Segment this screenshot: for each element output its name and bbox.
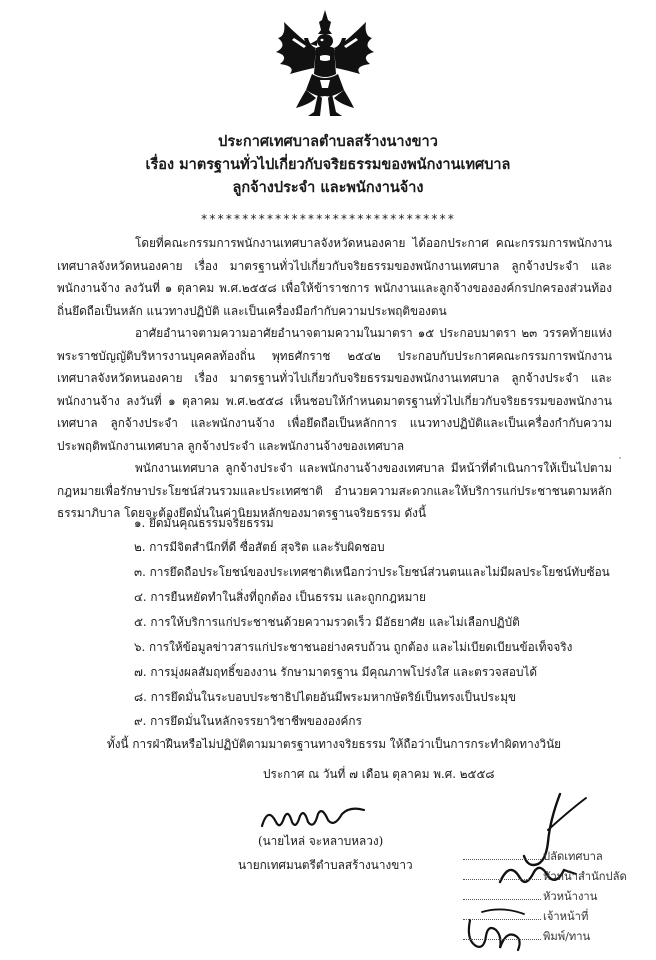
list-item: ๒. การมีจิตสำนึกที่ดี ซื่อสัตย์ สุจริต และรับผิดชอบ	[134, 540, 385, 554]
closing-statement: ทั้งนี้ การฝ่าฝืนหรือไม่ปฏิบัติตามมาตรฐานทางจริยธรรม ให้ถือว่าเป็นการกระทำผิดทางวินัย	[107, 737, 562, 751]
initial-label: ปลัดเทศบาล	[543, 850, 603, 863]
paragraph-2: อาศัยอำนาจตามความอาศัยอำนาจตามความในมาตรา ๑๕ ประกอบมาตรา ๒๓ วรรคท้ายแห่งพระราชบัญญัติบริหารงานบุคคลท้องถิ่น พุทธศักราช ๒๕๔๒ ประกอบกับประกาศคณะกรรมการพนักงานเทศบาลจังหวัดหนองคาย เรื่อง มาตรฐานทั่วไปเกี่ยวกับจริยธรรมของพนักงานเทศบาล ลูกจ้างประจำ และพนักงานจ้าง ลงวันที่ ๑ ตุลาคม พ.ศ.๒๕๕๘ เห็นชอบให้กำหนดมาตรฐานทั่วไปเกี่ยวกับจริยธรรมของพนักงานเทศบาล ลูกจ้างประจำ และพนักงานจ้าง เพื่อยึดถือเป็นหลักการ แนวทางปฏิบัติและเป็นเครื่องกำกับความประพฤติพนักงานเทศบาล ลูกจ้างประจำ และพนักงานจ้างของเทศบาล	[57, 326, 612, 453]
announcement-date: ประกาศ ณ วันที่ ๗ เดือน ตุลาคม พ.ศ. ๒๕๕๘	[263, 767, 495, 781]
initial-row	[463, 845, 633, 865]
list-item: ๖. การให้ข้อมูลข่าวสารแก่ประชาชนอย่างครบถ้วน ถูกต้อง และไม่เบียดเบียนข้อเท็จจริง	[134, 640, 573, 654]
initial-row	[463, 885, 633, 905]
list-item: ๕. การให้บริการแก่ประชาชนด้วยความรวดเร็ว มีอัธยาศัย และไม่เลือกปฏิบัติ	[134, 615, 520, 629]
announcement-title	[0, 130, 656, 199]
signer-name: (นายไหล่ จะหลาบหลวง)	[258, 834, 384, 848]
initial-label: หัวหน้าสำนักปลัด	[543, 870, 627, 883]
list-item: ๙. การยึดมั่นในหลักจรรยาวิชาชีพขององค์กร	[134, 714, 362, 728]
initial-label: พิมพ์/ทาน	[543, 930, 591, 943]
initial-label: หัวหน้างาน	[543, 890, 598, 903]
separator-stars: *******************************	[200, 212, 456, 226]
signer-position: นายกเทศมนตรีตำบลสร้างนางขาว	[238, 858, 413, 872]
list-item: ๑. ยึดมั่นคุณธรรมจริยธรรม	[134, 516, 274, 530]
mayor-signature-icon	[258, 800, 368, 836]
initials-block	[463, 845, 633, 945]
initial-row	[463, 905, 633, 925]
initial-row	[463, 925, 633, 945]
list-item: ๘. การยึดมั่นในระบอบประชาธิปไตยอันมีพระมหากษัตริย์เป็นทรงเป็นประมุข	[134, 690, 517, 704]
list-item: ๓. การยึดถือประโยชน์ของประเทศชาติเหนือกว่าประโยชน์ส่วนตนและไม่มีผลประโยชน์ทับซ้อน	[134, 565, 610, 579]
title-line-issuer: ประกาศเทศบาลตำบลสร้างนางขาว	[218, 133, 438, 150]
initial-label: เจ้าหน้าที่	[543, 910, 589, 923]
title-line-subject: เรื่อง มาตรฐานทั่วไปเกี่ยวกับจริยธรรมของพนักงานเทศบาล	[145, 156, 511, 173]
paragraph-3: พนักงานเทศบาล ลูกจ้างประจำ และพนักงานจ้างของเทศบาล มีหน้าที่ดำเนินการให้เป็นไปตามกฎหมายเพื่อรักษาประโยชน์ส่วนรวมและประเทศชาติ อำนวยความสะดวกและให้บริการแก่ประชาชนตามหลักธรรมาภิบาล โดยจะต้องยึดมั่นในค่านิยมหลักของมาตรฐานจริยธรรม ดังนี้	[57, 461, 612, 520]
title-line-subject-cont: ลูกจ้างประจำ และพนักงานจ้าง	[232, 179, 424, 196]
list-item: ๗. การมุ่งผลสัมฤทธิ์ของงาน รักษามาตรฐาน มีคุณภาพโปร่งใส และตรวจสอบได้	[134, 665, 538, 679]
body-text	[57, 232, 612, 525]
list-item: ๔. การยืนหยัดทำในสิ่งที่ถูกต้อง เป็นธรรม และถูกกฎหมาย	[134, 590, 426, 604]
initial-row	[463, 865, 633, 885]
paragraph-1: โดยที่คณะกรรมการพนักงานเทศบาลจังหวัดหนองคาย ได้ออกประกาศ คณะกรรมการพนักงานเทศบาลจังหวัดหนองคาย เรื่อง มาตรฐานทั่วไปเกี่ยวกับจริยธรรมของพนักงานเทศบาล ลูกจ้างประจำ และพนักงานจ้าง ลงวันที่ ๑ ตุลาคม พ.ศ.๒๕๕๘ เพื่อให้ข้าราชการ พนักงานและลูกจ้างขององค์กรปกครองส่วนท้องถิ่นยึดถือเป็นหลัก แนวทางปฏิบัติ และเป็นเครื่องมือกำกับความประพฤติของตน	[57, 236, 612, 318]
garuda-emblem-icon	[270, 8, 380, 120]
